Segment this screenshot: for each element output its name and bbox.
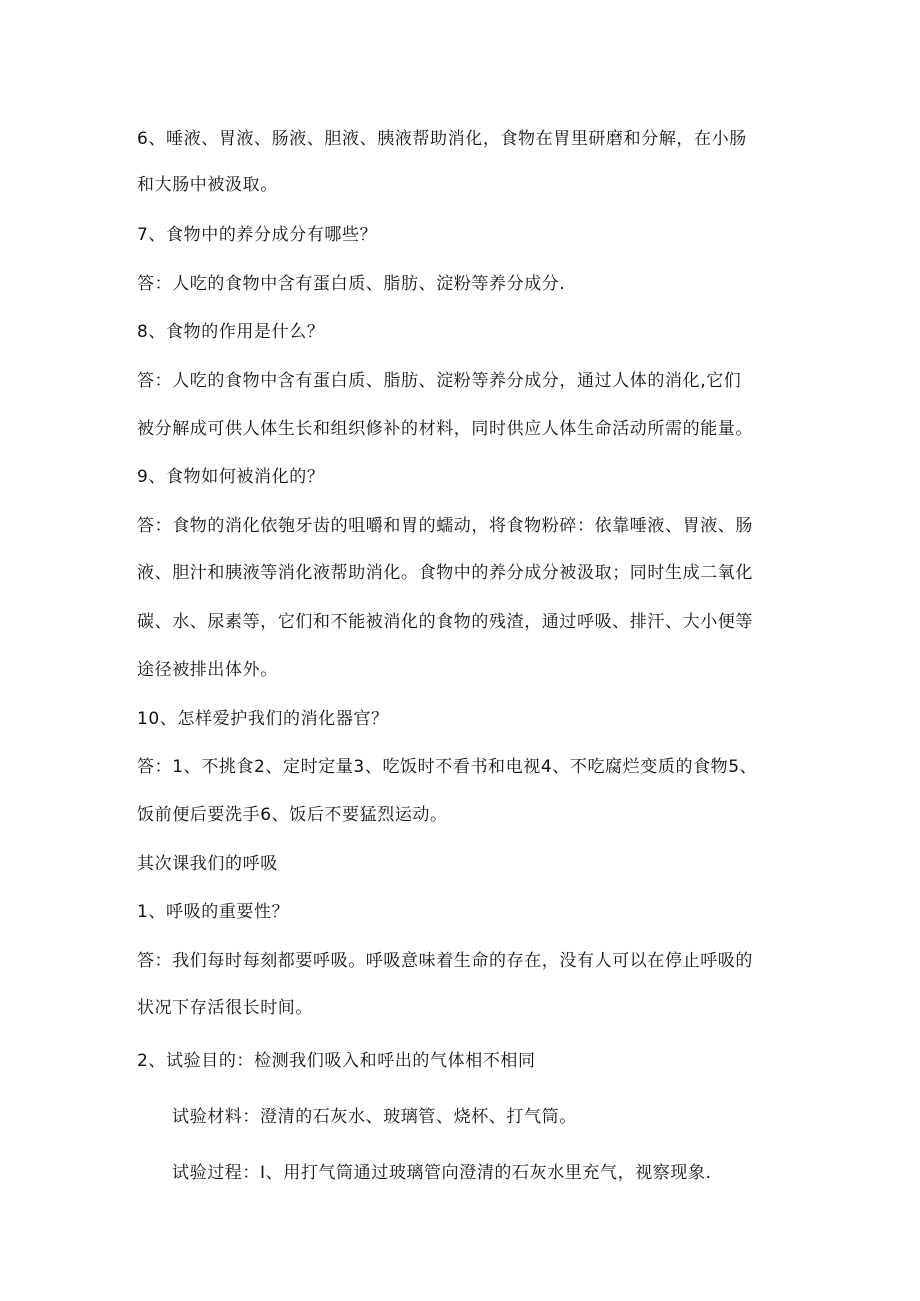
breathing-question-1: 1、呼吸的重要性？ <box>137 902 290 922</box>
question-7: 7、食物中的养分成分有哪些？ <box>137 225 378 245</box>
experiment-purpose: 2、试验目的：检测我们吸入和呼出的气体相不相同 <box>137 1051 536 1071</box>
text-line-1: 6、唾液、胃液、肠液、胆液、胰液帮助消化，食物在胃里研磨和分解，在小肠 <box>137 129 747 149</box>
answer-7: 答：人吃的食物中含有蛋白质、脂肪、淀粉等养分成分. <box>137 274 566 294</box>
answer-9-line-1: 答：食物的消化依匏牙齿的咀嚼和胃的蠕动，将食物粉碎：依靠唾液、胃液、肠 <box>137 516 753 536</box>
answer-10-line-2: 饭前便后要洗手6、饭后不要猛烈运动。 <box>137 805 448 825</box>
answer-9-line-3: 碳、水、尿素等，它们和不能被消化的食物的残渣，通过呼吸、排汗、大小便等 <box>137 612 753 632</box>
text-line-2: 和大肠中被汲取。 <box>137 175 278 195</box>
breathing-answer-1-line-1: 答：我们每时每刻都要呼吸。呼吸意味着生命的存在，没有人可以在停止呼吸的 <box>137 951 753 971</box>
question-10: 10、怎样爱护我们的消化器官？ <box>137 709 389 729</box>
question-9: 9、食物如何被消化的？ <box>137 467 325 487</box>
answer-10-line-1: 答：1、不挑食2、定时定量3、吃饭时不看书和电视4、不吃腐烂变质的食物5、 <box>137 757 758 777</box>
answer-8-line-1: 答：人吃的食物中含有蛋白质、脂肪、淀粉等养分成分，通过人体的消化,它们 <box>137 371 742 391</box>
question-8: 8、食物的作用是什么？ <box>137 322 325 342</box>
answer-8-line-2: 被分解成可供人体生长和组织修补的材料，同时供应人体生命活动所需的能量。 <box>137 419 753 439</box>
breathing-answer-1-line-2: 状况下存活很长时间。 <box>137 998 313 1018</box>
answer-9-line-2: 液、胆汁和胰液等消化液帮助消化。食物中的养分成分被汲取；同时生成二氧化 <box>137 563 753 583</box>
experiment-materials: 试验材料：澄清的石灰水、玻璃管、烧杯、打气筒。 <box>172 1107 577 1127</box>
section-heading: 其次课我们的呼吸 <box>137 854 278 874</box>
answer-9-line-4: 途径被排出体外。 <box>137 660 278 680</box>
experiment-process: 试验过程：I、用打气筒通过玻璃管向澄清的石灰水里充气，视察现象. <box>172 1163 712 1183</box>
